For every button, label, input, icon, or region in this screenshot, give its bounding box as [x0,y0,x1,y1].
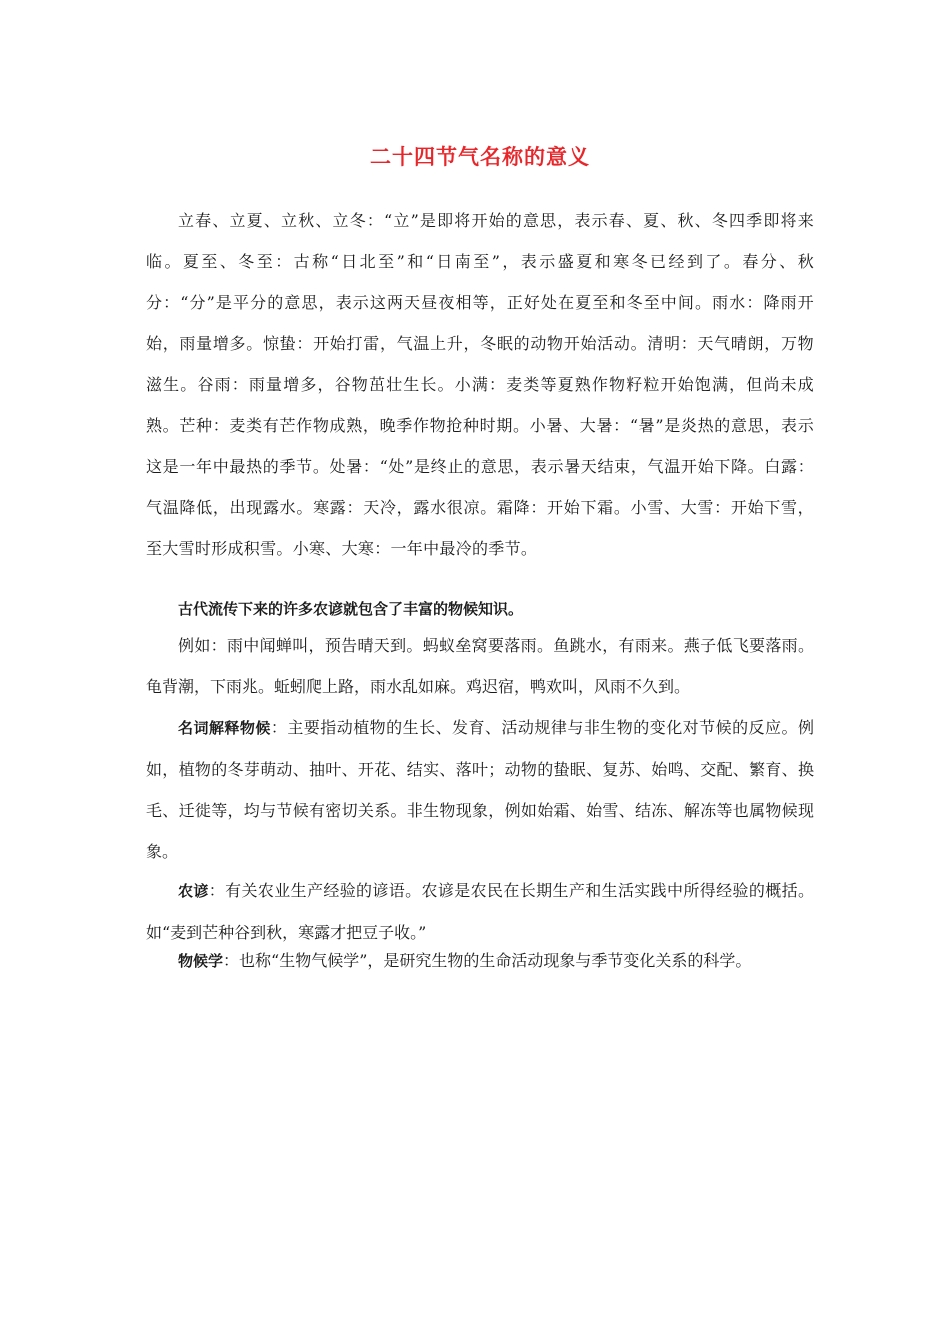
definition-text: ：有关农业生产经验的谚语。农谚是农民在长期生产和生活实践中所得经验的概括。如“麦到芒种谷到秋，寒露才把豆子收。” [146,881,814,942]
definition-term: 农谚 [178,882,209,900]
definition-phenology [146,707,814,872]
definition-phenology-science [146,940,814,982]
page-title: 二十四节气名称的意义 [370,145,590,169]
example-paragraph: 例如：雨中闻蝉叫，预告晴天到。蚂蚁垒窝要落雨。鱼跳水，有雨来。燕子低飞要落雨。龟背潮，下雨兆。蚯蚓爬上路，雨水乱如麻。鸡迟宿，鸭欢叫，风雨不久到。 [146,636,814,696]
definition-term: 物候学 [178,952,224,970]
definition-term: 名词解释物候 [178,719,271,737]
definition-text: ：也称“生物气候学”，是研究生物的生命活动现象与季节变化关系的科学。 [223,951,752,970]
definition-text: ：主要指动植物的生长、发育、活动规律与非生物的变化对节候的反应。例如，植物的冬芽萌动、抽叶、开花、结实、落叶；动物的蛰眠、复苏、始鸣、交配、繁育、换毛、迁徙等，均与节候有密切关系。非生物现象，例如始霜、始雪、结冻、解冻等也属物候现象。 [146,718,814,861]
section-heading: 古代流传下来的许多农谚就包含了丰富的物候知识。 [178,600,524,618]
intro-paragraph: 立春、立夏、立秋、立冬：“立”是即将开始的意思，表示春、夏、秋、冬四季即将来临。夏至、冬至：古称“日北至”和“日南至”，表示盛夏和寒冬已经到了。春分、秋分：“分”是平分的意思，表示这两天昼夜相等，正好处在夏至和冬至中间。雨水：降雨开始，雨量增多。惊蛰：开始打雷，气温上升，冬眠的动物开始活动。清明：天气晴朗，万物滋生。谷雨：雨量增多，谷物茁壮生长。小满：麦类等夏熟作物籽粒开始饱满，但尚未成熟。芒种：麦类有芒作物成熟，晚季作物抢种时期。小暑、大暑：“暑”是炎热的意思，表示这是一年中最热的季节。处暑：“处”是终止的意思，表示暑天结束，气温开始下降。白露：气温降低，出现露水。寒露：天冷，露水很凉。霜降：开始下霜。小雪、大雪：开始下雪，至大雪时形成积雪。小寒、大寒：一年中最冷的季节。 [146,211,814,558]
